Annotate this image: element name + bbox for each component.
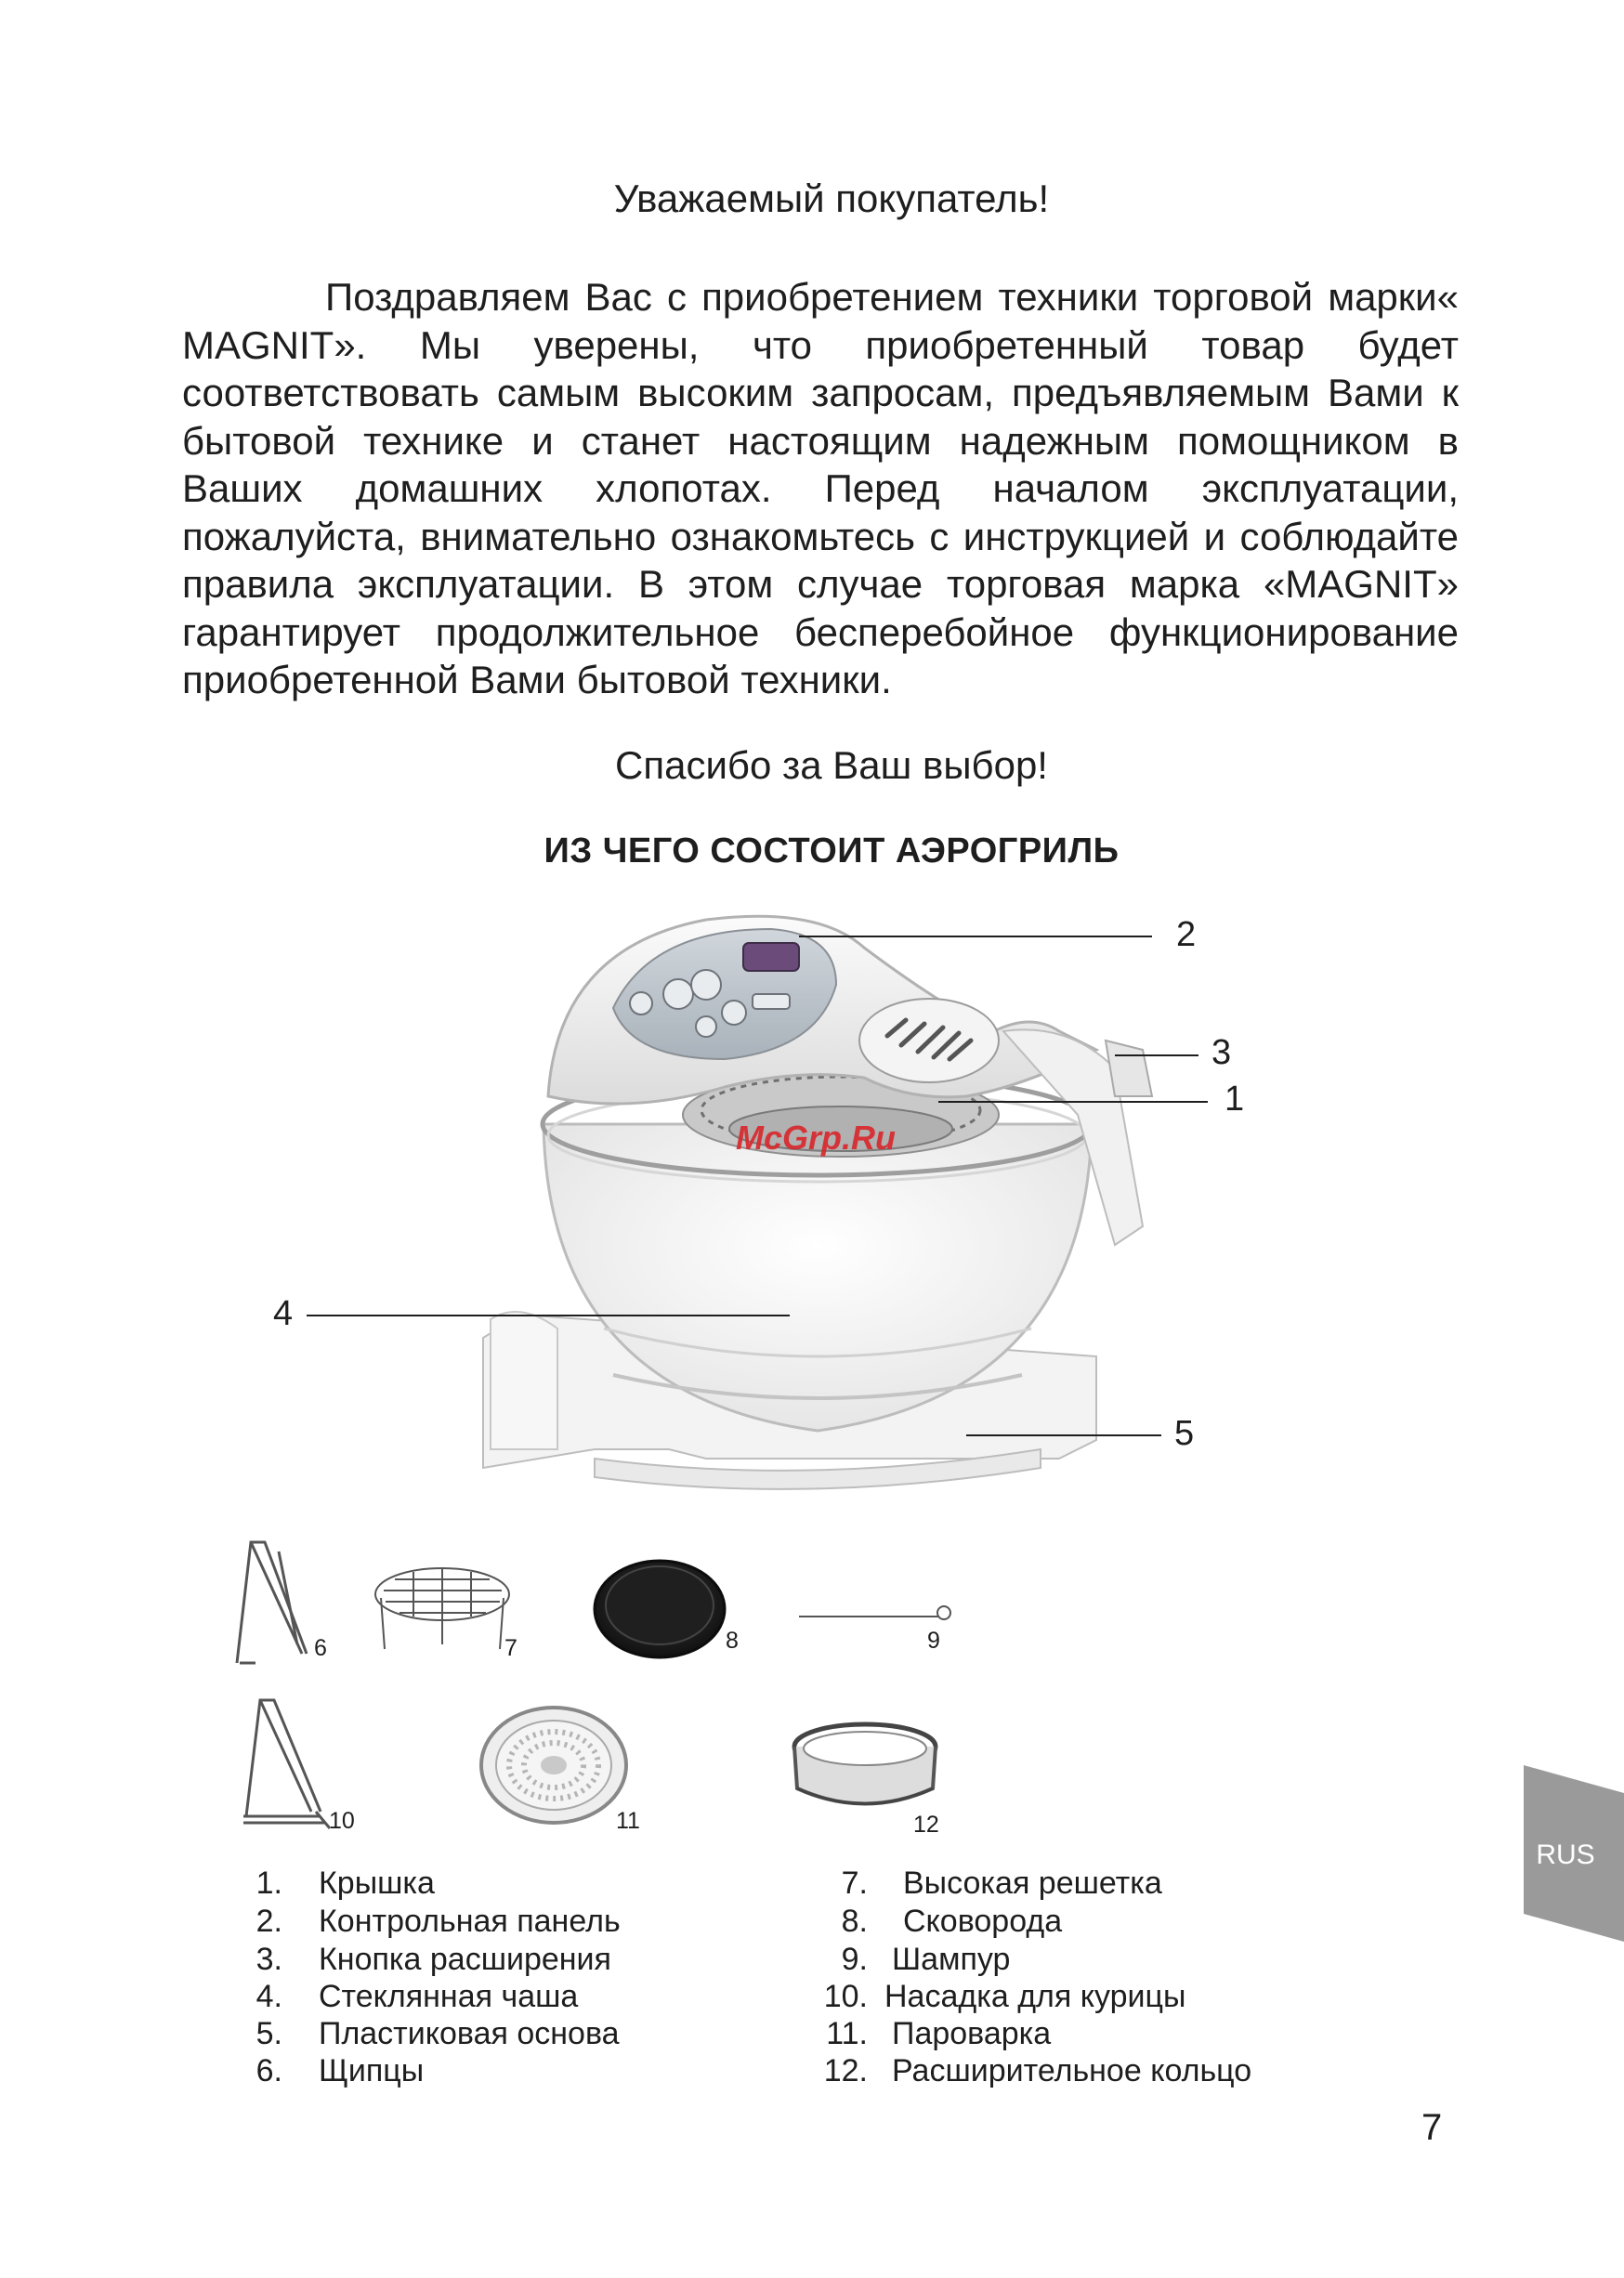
steamer-illustration	[481, 1708, 626, 1823]
item-label: Расширительное кольцо	[892, 2053, 1252, 2088]
thanks-line: Спасибо за Ваш выбор!	[615, 743, 1048, 787]
item-number: 8.	[841, 1904, 868, 1939]
item-number: 11.	[826, 2016, 868, 2051]
callout-3: 3	[1211, 1033, 1232, 1072]
accessory-number-10: 10	[329, 1808, 355, 1834]
item-number: 1.	[255, 1866, 282, 1901]
item-label: Шампур	[892, 1942, 1011, 1977]
high-rack-illustration	[375, 1568, 509, 1649]
item-label: Пароварка	[892, 2016, 1052, 2051]
accessory-number-8: 8	[726, 1628, 739, 1654]
item-label: Пластиковая основа	[319, 2016, 620, 2051]
accessory-number-12: 12	[913, 1812, 939, 1838]
language-tab: RUS	[1536, 1839, 1595, 1870]
item-label: Щипцы	[319, 2053, 425, 2088]
intro-text: Поздравляем Вас с приобретением техники торговой марки« MAGNIT». Мы уверены, что приобретенный товар будет соответствовать самым высоким запросам, предъявляемым Вами к бытовой технике и станет настоящим надежным помощником в Ваших домашних хлопотах. Перед началом эксплуатации, пожалуйста, внимательно ознакомьтесь с инструкцией и соблюдайте правила эксплуатации. В этом случае торговая марка «MAGNIT» гарантирует продолжительное бесперебойное функционирование приобретенной Вами бытовой техники.	[182, 275, 1459, 701]
item-number: 4.	[255, 1979, 282, 2014]
skewer-illustration	[799, 1606, 950, 1619]
callout-5: 5	[1174, 1414, 1195, 1453]
item-number: 6.	[255, 2053, 282, 2088]
greeting-heading: Уважаемый покупатель!	[613, 177, 1050, 220]
item-number: 12.	[823, 2053, 868, 2088]
chicken-roaster-illustration	[243, 1700, 330, 1828]
page-number: 7	[1421, 2107, 1443, 2148]
item-label: Кнопка расширения	[319, 1942, 611, 1977]
item-label: Стеклянная чаша	[319, 1979, 579, 2014]
item-number: 9.	[841, 1942, 868, 1977]
watermark: McGrp.Ru	[736, 1119, 897, 1157]
item-label: Высокая решетка	[903, 1866, 1162, 1901]
callout-2: 2	[1176, 915, 1197, 954]
accessory-number-6: 6	[314, 1635, 327, 1661]
item-label: Насадка для курицы	[884, 1979, 1186, 2014]
accessory-number-7: 7	[504, 1635, 517, 1661]
item-number: 3.	[255, 1942, 282, 1977]
item-number: 7.	[841, 1866, 868, 1901]
accessory-number-11: 11	[616, 1808, 640, 1834]
item-label: Контрольная панель	[319, 1904, 621, 1939]
item-label: Крышка	[319, 1866, 435, 1901]
accessory-number-9: 9	[927, 1628, 940, 1654]
callout-4: 4	[273, 1294, 294, 1333]
pan-illustration	[595, 1561, 725, 1657]
tongs-illustration	[237, 1542, 307, 1663]
item-label: Сковорода	[903, 1904, 1063, 1939]
item-number: 10.	[823, 1979, 868, 2014]
item-number: 5.	[255, 2016, 282, 2051]
section-title: ИЗ ЧЕГО СОСТОИТ АЭРОГРИЛЬ	[544, 831, 1120, 871]
extension-ring-illustration	[794, 1724, 936, 1804]
callout-1: 1	[1225, 1080, 1245, 1119]
item-number: 2.	[255, 1904, 282, 1939]
